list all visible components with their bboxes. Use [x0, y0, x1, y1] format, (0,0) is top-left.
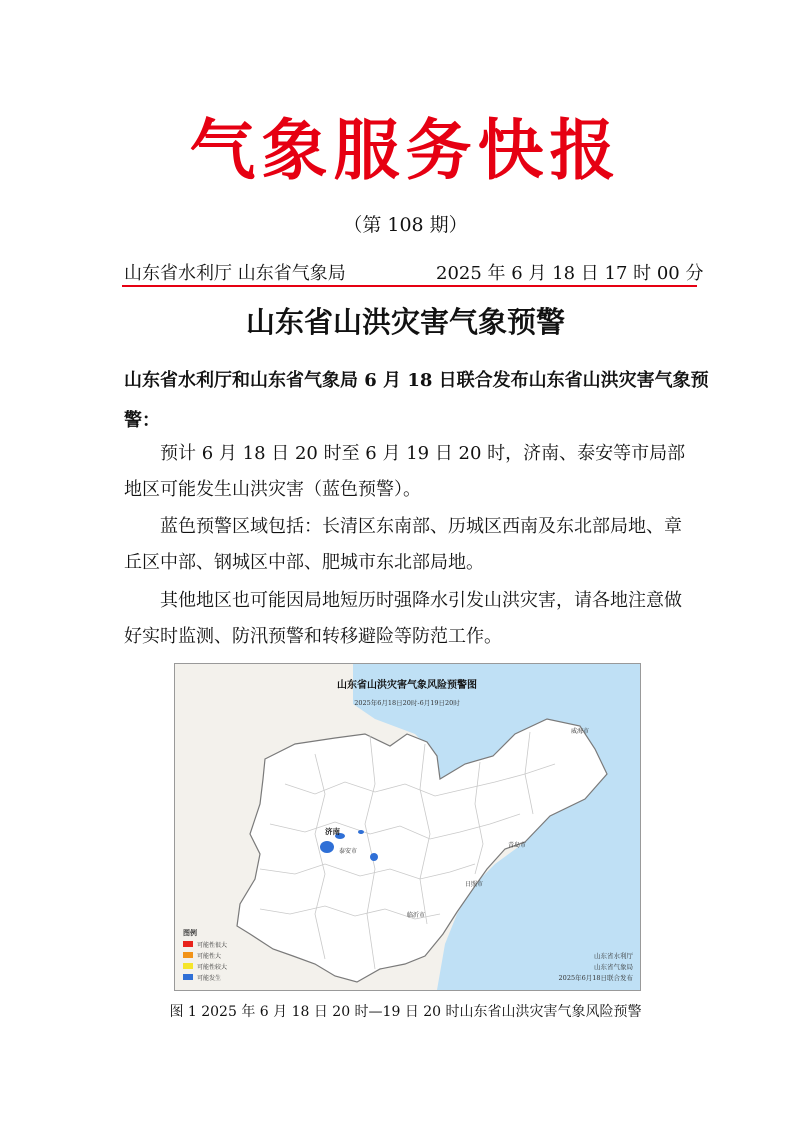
risk-map-figure	[175, 664, 640, 990]
map-title: 山东省山洪灾害气象风险预警图	[337, 680, 477, 691]
issuer-note-line: 山东省水利厅	[594, 952, 633, 960]
warning-area-gangcheng	[370, 853, 378, 861]
legend-swatch	[183, 974, 193, 980]
city-label: 济南	[325, 827, 340, 836]
city-label: 泰安市	[339, 848, 358, 855]
masthead-title: 气象服务快报	[189, 111, 622, 189]
header-divider	[122, 285, 697, 287]
legend-label: 可能性较大	[197, 964, 228, 971]
city-label: 日照市	[465, 881, 484, 888]
issuer-line: 山东省水利厅 山东省气象局	[124, 263, 346, 284]
legend-label: 可能性大	[197, 953, 222, 960]
legend-label: 可能性很大	[197, 942, 228, 949]
warning-area-changqing	[320, 841, 334, 853]
issuer-note-line: 2025年6月18日联合发布	[558, 974, 633, 982]
legend-title: 图例	[183, 929, 197, 937]
warning-title: 山东省山洪灾害气象预警	[245, 305, 565, 339]
legend-swatch	[183, 952, 193, 958]
warning-area-zhangqiu	[358, 830, 364, 834]
paragraph-forecast: 预计 6 月 18 日 20 时至 6 月 19 日 20 时，济南、泰安等市局部地区可能发生山洪灾害（蓝色预警）。	[124, 443, 686, 500]
legend-label: 可能发生	[197, 975, 222, 982]
figure-caption: 图 1 2025 年 6 月 18 日 20 时—19 日 20 时山东省山洪灾害气象风险预警	[169, 1004, 642, 1020]
paragraph-warning-area: 蓝色预警区域包括：长清区东南部、历城区西南及东北部局地、章丘区中部、钢城区中部、肥城市东北部局地。	[124, 516, 682, 573]
issue-number: （第 108 期）	[343, 214, 468, 236]
city-label: 威海市	[571, 728, 590, 735]
city-label: 青岛市	[508, 842, 527, 849]
legend-swatch	[183, 963, 193, 969]
risk-map	[174, 663, 641, 991]
lead-paragraph: 山东省水利厅和山东省气象局 6 月 18 日联合发布山东省山洪灾害气象预警：	[124, 370, 709, 431]
issue-datetime: 2025 年 6 月 18 日 17 时 00 分	[436, 263, 704, 284]
paragraph-advice: 其他地区也可能因局地短历时强降水引发山洪灾害，请各地注意做好实时监测、防汛预警和转移避险等防范工作。	[124, 590, 682, 647]
city-label: 临沂市	[407, 912, 426, 919]
map-subtitle: 2025年6月18日20时-6月19日20时	[354, 699, 460, 707]
legend-swatch	[183, 941, 193, 947]
issuer-note-line: 山东省气象局	[594, 963, 633, 971]
